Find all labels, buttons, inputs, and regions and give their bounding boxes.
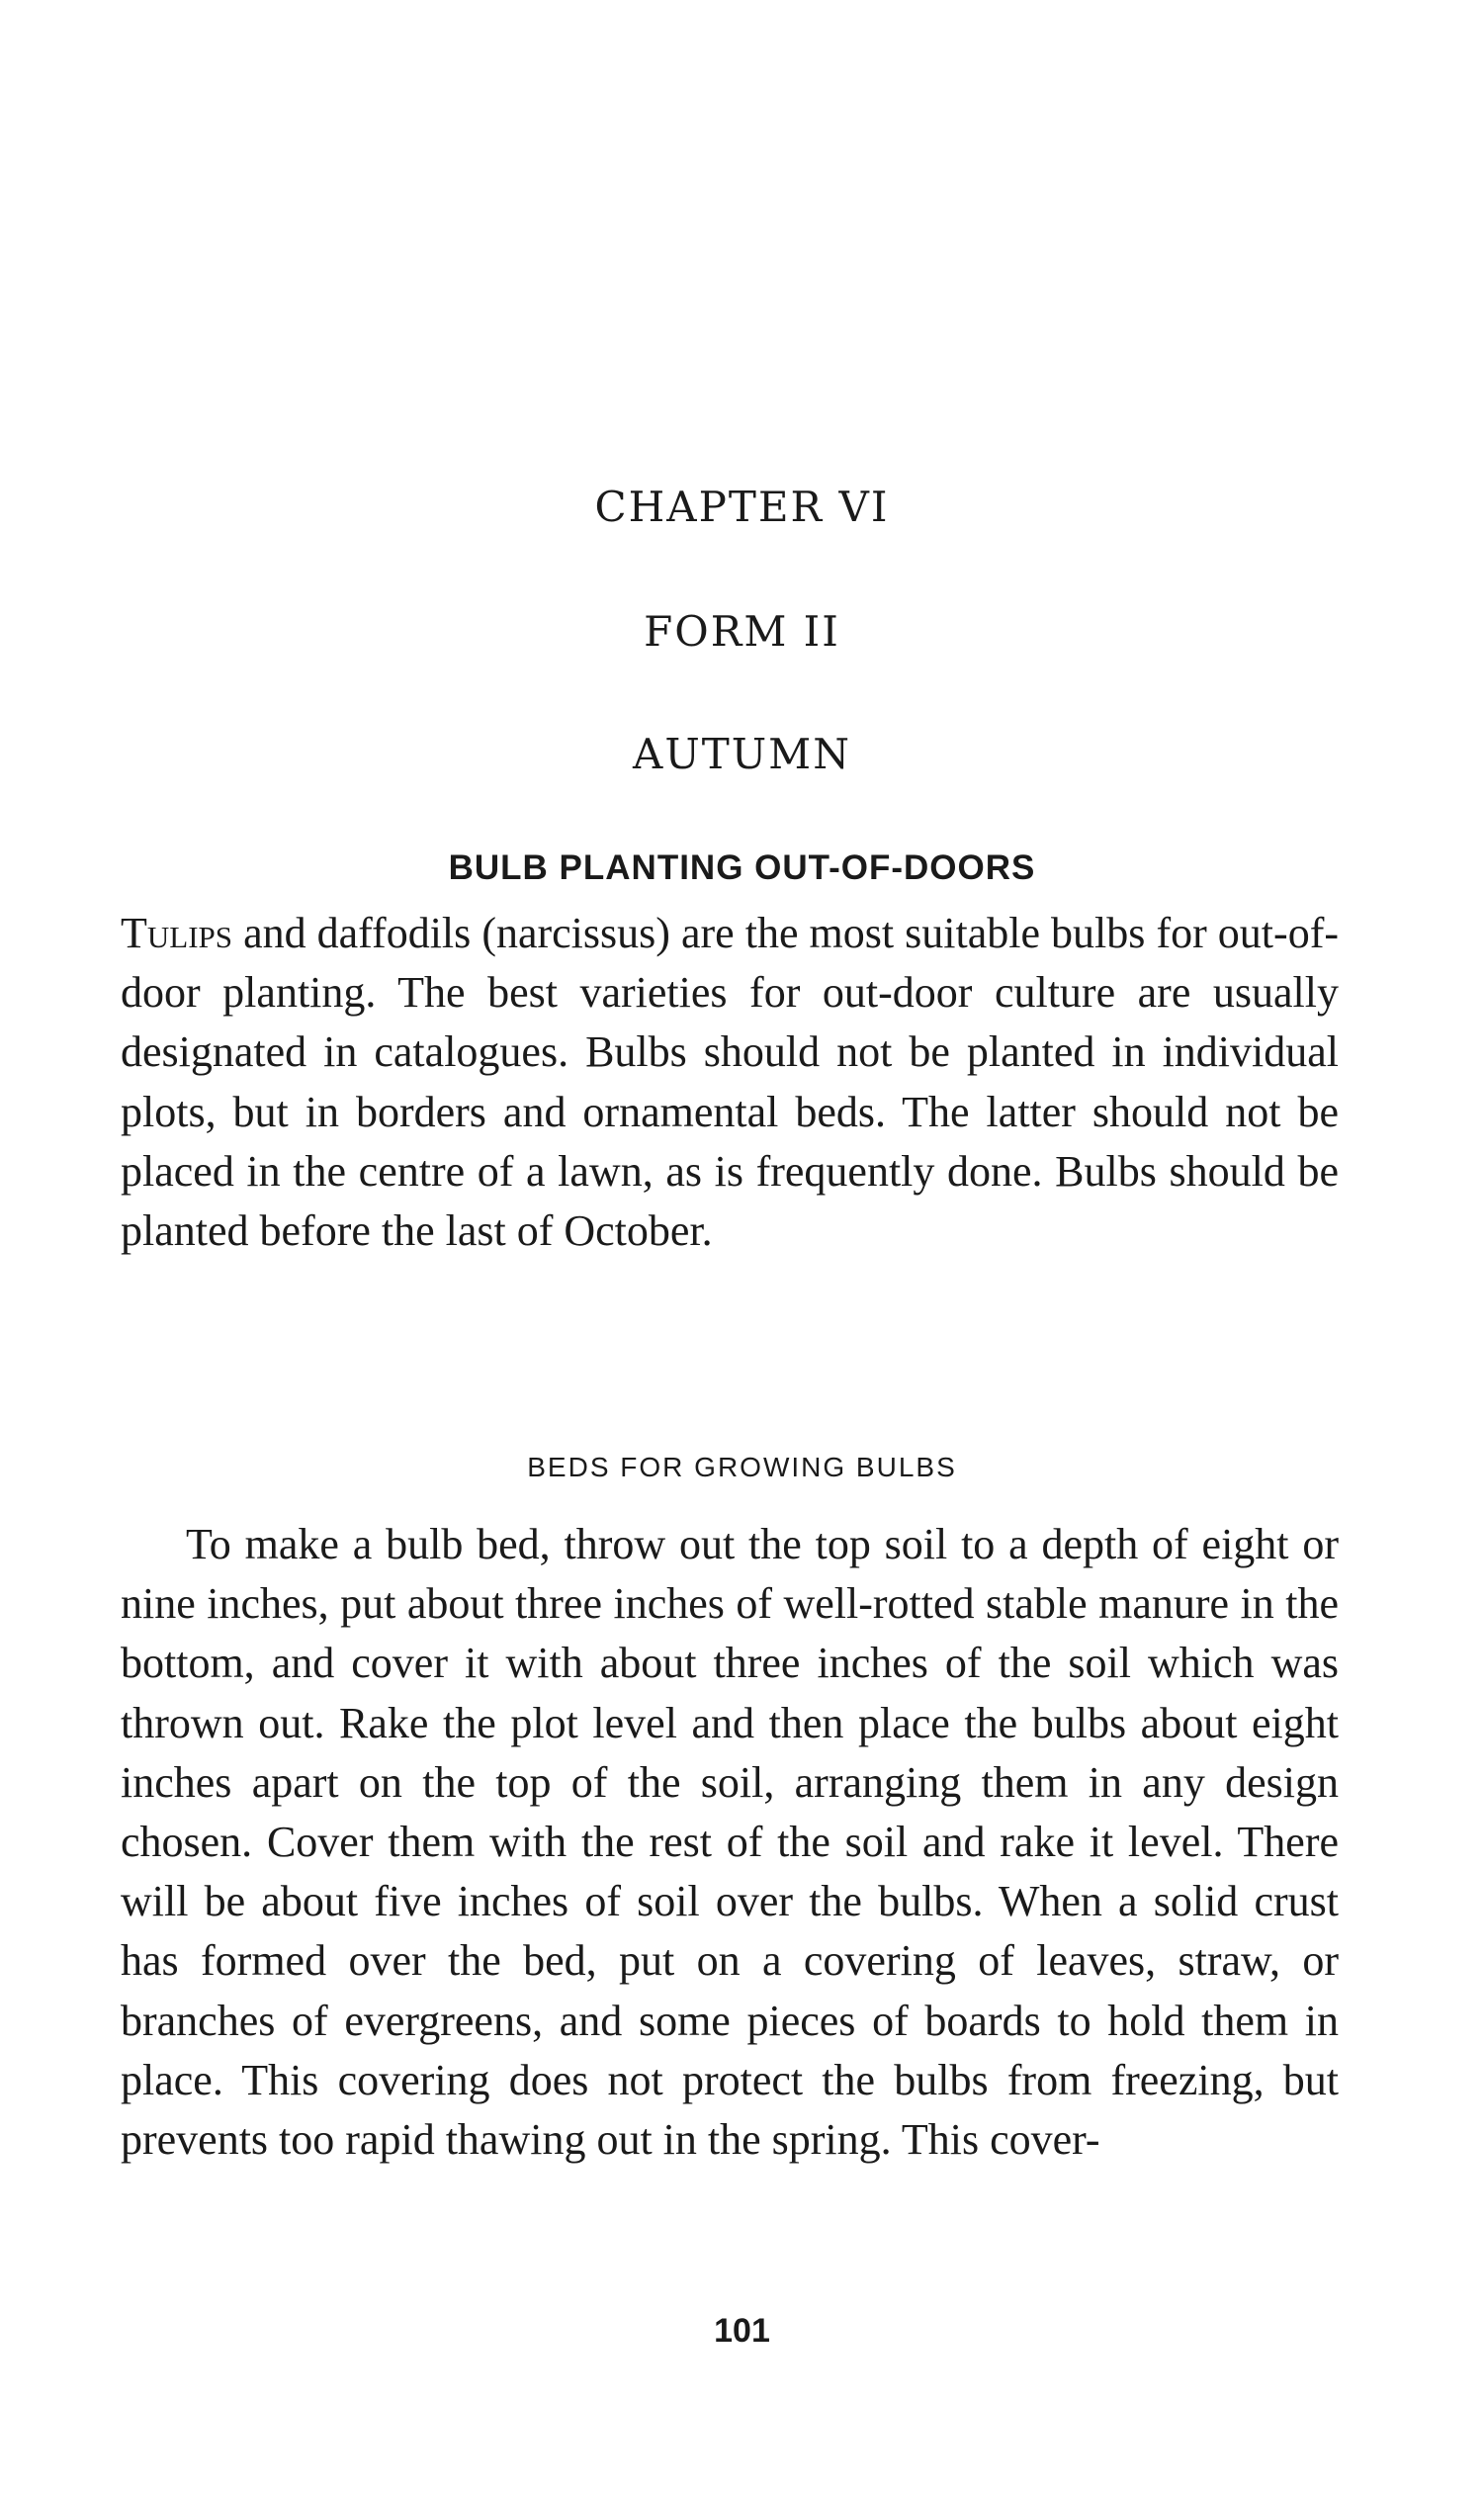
form-title: FORM II	[644, 607, 840, 656]
section-heading: BULB PLANTING OUT-OF-DOORS	[448, 848, 1036, 887]
initial-letter: T	[121, 909, 147, 957]
page-number: 101	[714, 2312, 770, 2350]
season-title: AUTUMN	[633, 730, 851, 778]
paragraph-intro-text: and daffodils (narcissus) are the most suitable bulbs for out-of-door planting. The best varieties for out-door culture are usually designated in catalogues. Bulbs should not be planted in individual plots, but in borders and ornamental beds. The latter should not be placed in the centre of a lawn, as is frequently done. Bulbs should be planted before the last of October.	[121, 909, 1339, 1256]
first-word-rest: ulips	[146, 909, 233, 957]
paragraph-beds: To make a bulb bed, throw out the top soil to a depth of eight or nine inches, put about three inches of well-rotted stable manure in the bottom, and cover it with about three inches of the soil which was thrown out. Rake the plot level and then place the bulbs about eight inches apart on the top of the soil, arranging them in any design chosen. Cover them with the rest of the soil and rake it level. There will be about five inches of soil over the bulbs. When a solid crust has formed over the bed, put on a covering of leaves, straw, or branches of evergreens, and some pieces of boards to hold them in place. This covering does not protect the bulbs from freezing, but prevents too rapid thawing out in the spring. This cover-	[121, 1520, 1339, 2165]
chapter-title: CHAPTER VI	[594, 483, 890, 531]
paragraph-intro	[121, 904, 1339, 1261]
subsection-heading: BEDS FOR GROWING BULBS	[527, 1452, 957, 1482]
